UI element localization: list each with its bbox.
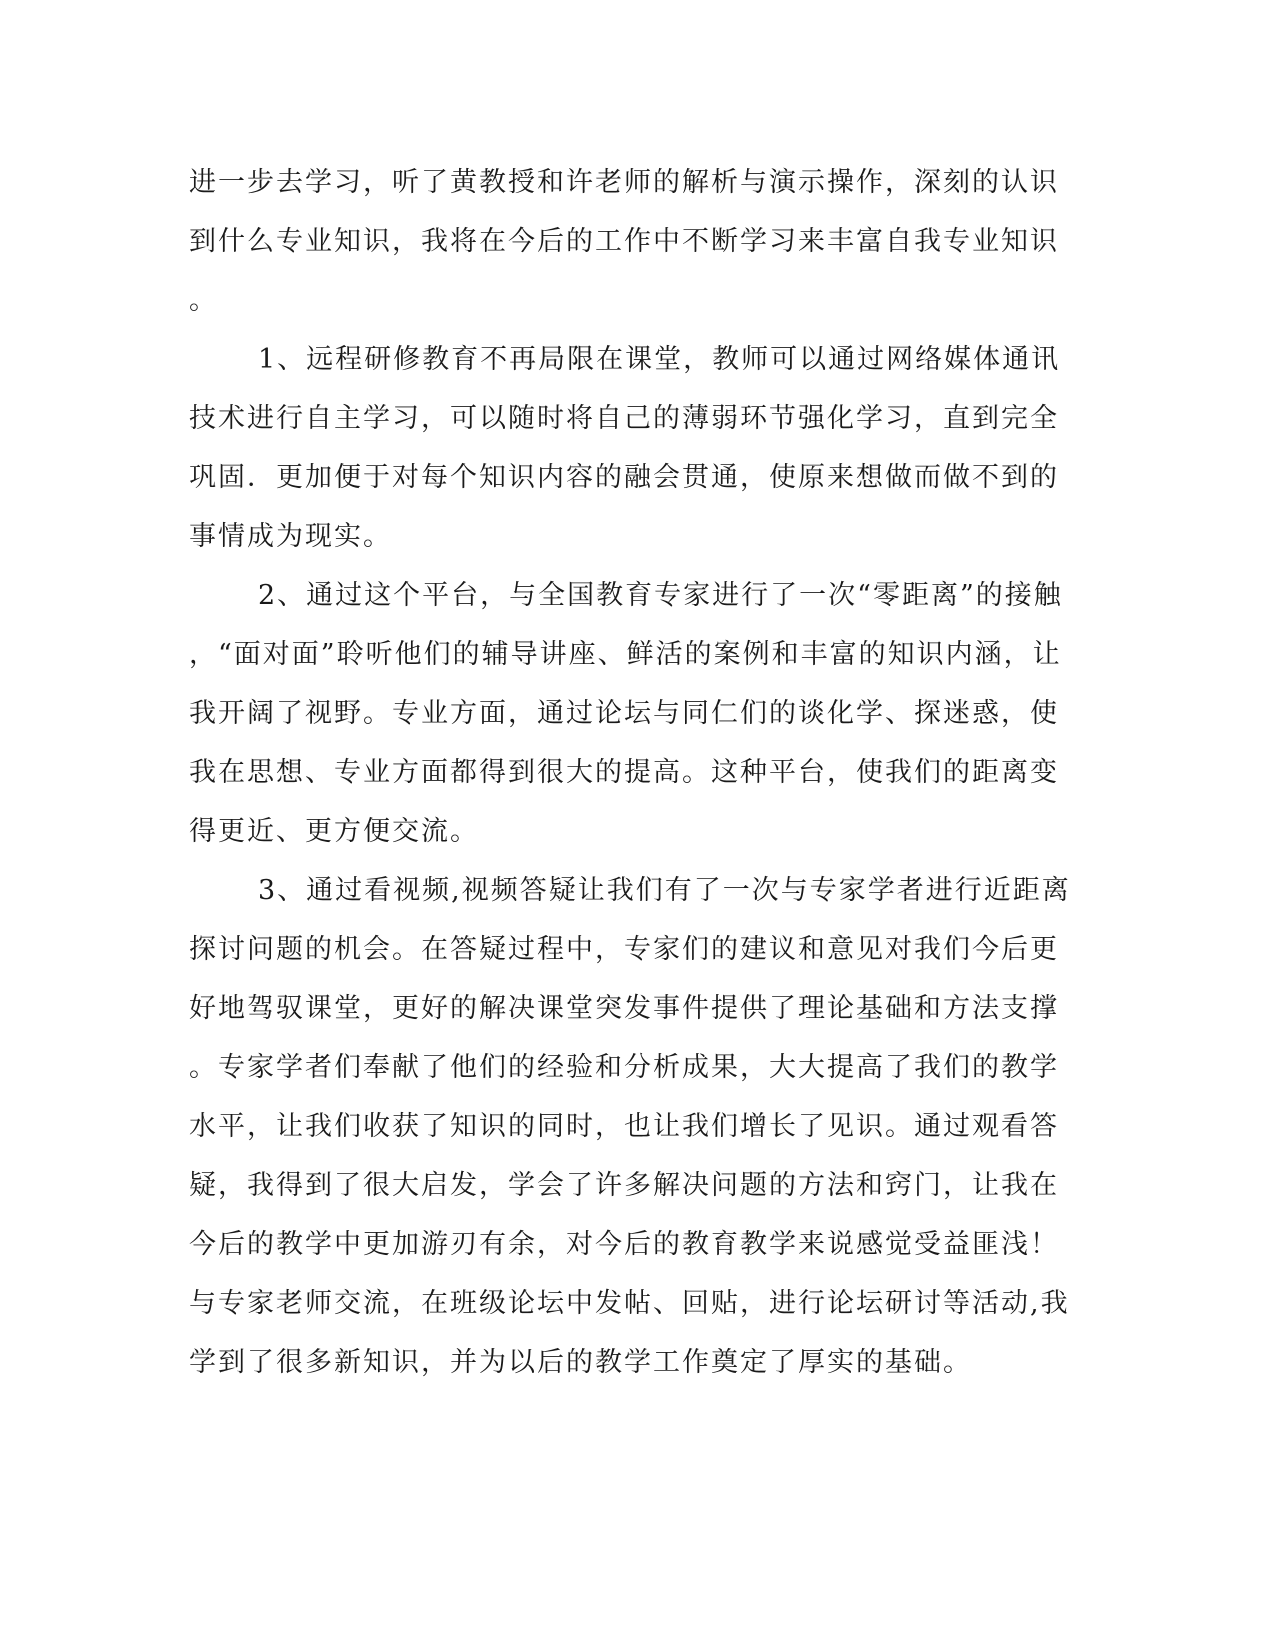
text-line: 水平，让我们收获了知识的同时，也让我们增长了见识。通过观看答 bbox=[189, 1111, 1059, 1142]
text-line: 技术进行自主学习，可以随时将自己的薄弱环节强化学习，直到完全 bbox=[189, 403, 1059, 434]
text-line: 好地驾驭课堂，更好的解决课堂突发事件提供了理论基础和方法支撑 bbox=[189, 993, 1059, 1024]
paragraph-2-first-line: 2、通过这个平台，与全国教育专家进行了一次“零距离”的接触 bbox=[258, 580, 1063, 611]
text-line: 与专家老师交流，在班级论坛中发帖、回贴，进行论坛研讨等活动,我 bbox=[189, 1288, 1070, 1319]
text-line: 今后的教学中更加游刃有余，对今后的教育教学来说感觉受益匪浅！ bbox=[189, 1229, 1059, 1260]
text-line: 到什么专业知识，我将在今后的工作中不断学习来丰富自我专业知识 bbox=[189, 226, 1059, 257]
text-line: 巩固．更加便于对每个知识内容的融会贯通，使原来想做而做不到的 bbox=[189, 462, 1059, 493]
text-line: 得更近、更方便交流。 bbox=[189, 816, 479, 847]
text-line: 进一步去学习，听了黄教授和许老师的解析与演示操作，深刻的认识 bbox=[189, 167, 1059, 198]
text-line: ，“面对面”聆听他们的辅导讲座、鲜活的案例和丰富的知识内涵，让 bbox=[189, 639, 1062, 670]
text-line: 事情成为现实。 bbox=[189, 521, 392, 552]
text-line: 探讨问题的机会。在答疑过程中，专家们的建议和意见对我们今后更 bbox=[189, 934, 1059, 965]
text-line: 学到了很多新知识，并为以后的教学工作奠定了厚实的基础。 bbox=[189, 1347, 972, 1378]
paragraph-1-first-line: 1、远程研修教育不再局限在课堂，教师可以通过网络媒体通讯 bbox=[258, 344, 1061, 375]
paragraph-3-first-line: 3、通过看视频,视频答疑让我们有了一次与专家学者进行近距离 bbox=[258, 875, 1071, 906]
text-line: 我在思想、专业方面都得到很大的提高。这种平台，使我们的距离变 bbox=[189, 757, 1059, 788]
text-line: 疑，我得到了很大启发，学会了许多解决问题的方法和窍门，让我在 bbox=[189, 1170, 1059, 1201]
text-line: 。 bbox=[189, 285, 218, 316]
text-line: 我开阔了视野。专业方面，通过论坛与同仁们的谈化学、探迷惑，使 bbox=[189, 698, 1059, 729]
text-line: 。专家学者们奉献了他们的经验和分析成果，大大提高了我们的教学 bbox=[189, 1052, 1059, 1083]
